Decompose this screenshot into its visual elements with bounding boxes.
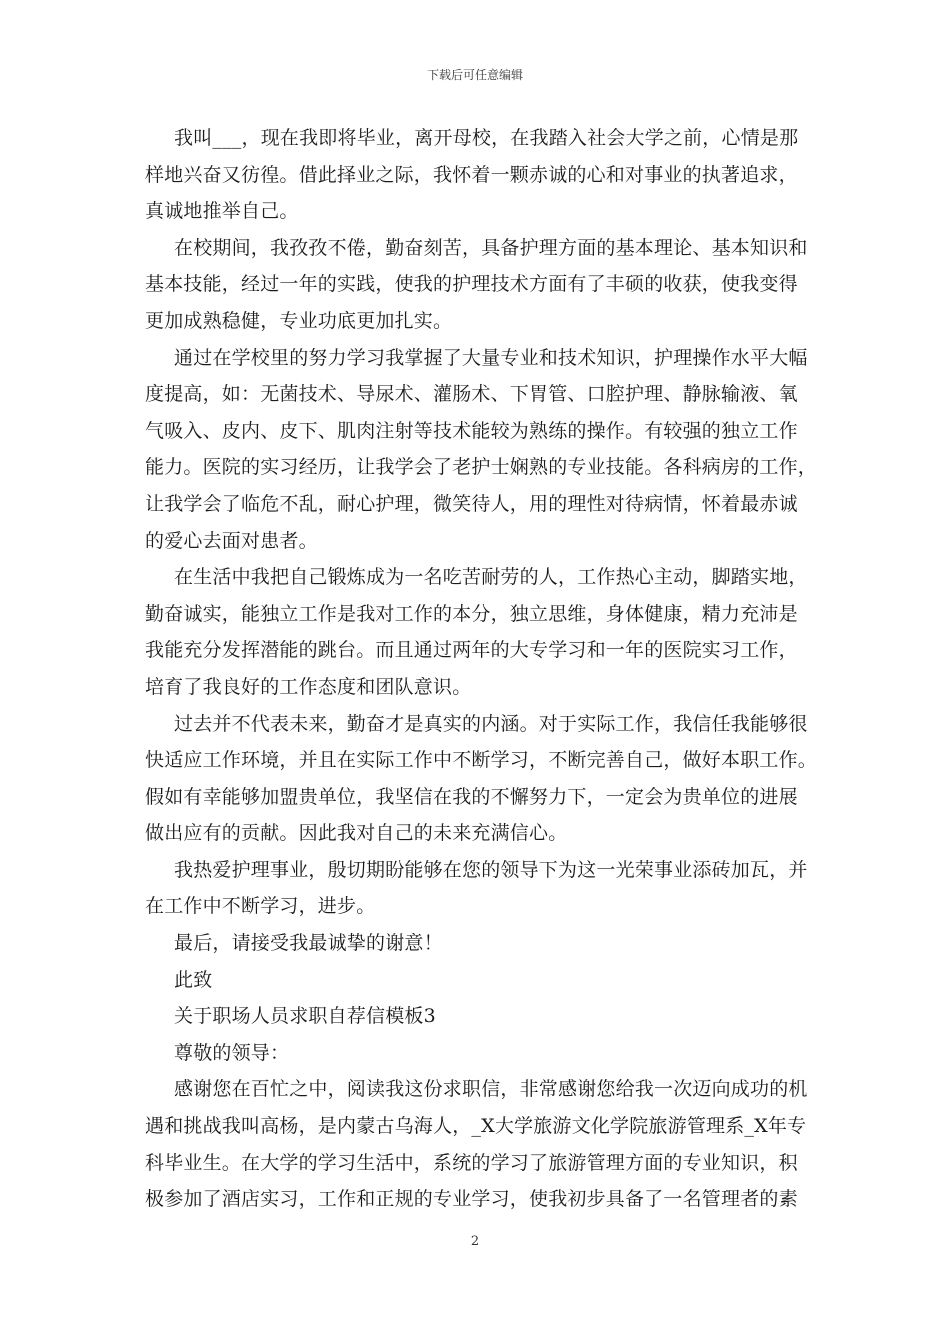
text-line: 最后，请接受我最诚挚的谢意！ [174,932,443,955]
text-line: 我热爱护理事业，殷切期盼能够在您的领导下为这一光荣事业添砖加瓦，并 [174,858,808,881]
text-line: 更加成熟稳健，专业功底更加扎实。 [145,309,453,332]
text-line: 极参加了酒店实习，工作和正规的专业学习，使我初步具备了一名管理者的素 [145,1188,798,1211]
text-line: 的爱心去面对患者。 [145,529,318,552]
text-line: 科毕业生。在大学的学习生活中，系统的学习了旅游管理方面的专业知识，积 [145,1151,798,1174]
text-line: 基本技能，经过一年的实践，使我的护理技术方面有了丰硕的收获，使我变得 [145,273,798,296]
page-number: 2 [470,1234,480,1249]
text-line: 我能充分发挥潜能的跳台。而且通过两年的大专学习和一年的医院实习工作， [145,639,798,662]
text-line: 在校期间，我孜孜不倦，勤奋刻苦，具备护理方面的基本理论、基本知识和 [174,236,808,259]
text-line: 在工作中不断学习，进步。 [145,895,376,918]
text-line: 做出应有的贡献。因此我对自己的未来充满信心。 [145,822,568,845]
salutation: 尊敬的领导： [174,1041,290,1064]
text-line: 培育了我良好的工作态度和团队意识。 [145,675,472,698]
text-line: 勤奋诚实，能独立工作是我对工作的本分，独立思维，身体健康，精力充沛是 [145,602,798,625]
text-line: 真诚地推举自己。 [145,200,299,223]
text-line: 我叫___，现在我即将毕业，离开母校，在我踏入社会大学之前，心情是那 [174,127,799,149]
text-line: 在生活中我把自己锻炼成为一名吃苦耐劳的人，工作热心主动，脚踏实地， [174,566,808,589]
text-line: 假如有幸能够加盟贵单位，我坚信在我的不懈努力下，一定会为贵单位的进展 [145,785,798,808]
text-line: 能力。医院的实习经历，让我学会了老护士娴熟的专业技能。各科病房的工作， [145,456,818,479]
page-header: 下载后可任意编辑 [426,68,523,82]
text-line: 感谢您在百忙之中，阅读我这份求职信，非常感谢您给我一次迈向成功的机 [174,1078,808,1101]
section-heading: 关于职场人员求职自荐信模板3 [174,1005,436,1028]
text-line: 快适应工作环境，并且在实际工作中不断学习，不断完善自己，做好本职工作。 [145,749,818,772]
document-body [145,120,818,1218]
text-line: 遇和挑战我叫高杨，是内蒙古乌海人，_X大学旅游文化学院旅游管理系_X年专 [145,1115,807,1138]
text-line: 气吸入、皮内、皮下、肌肉注射等技术能较为熟练的操作。有较强的独立工作 [145,419,798,442]
text-line: 样地兴奋又彷徨。借此择业之际，我怀着一颗赤诚的心和对事业的执著追求， [145,163,798,186]
text-line: 度提高，如：无菌技术、导尿术、灌肠术、下胃管、口腔护理、静脉输液、氧 [145,383,798,406]
text-line: 让我学会了临危不乱，耐心护理，微笑待人，用的理性对待病情，怀着最赤诚 [145,492,798,515]
text-line: 通过在学校里的努力学习我掌握了大量专业和技术知识，护理操作水平大幅 [174,346,808,369]
text-line: 过去并不代表未来，勤奋才是真实的内涵。对于实际工作，我信任我能够很 [174,712,808,735]
text-line: 此致 [174,968,213,991]
